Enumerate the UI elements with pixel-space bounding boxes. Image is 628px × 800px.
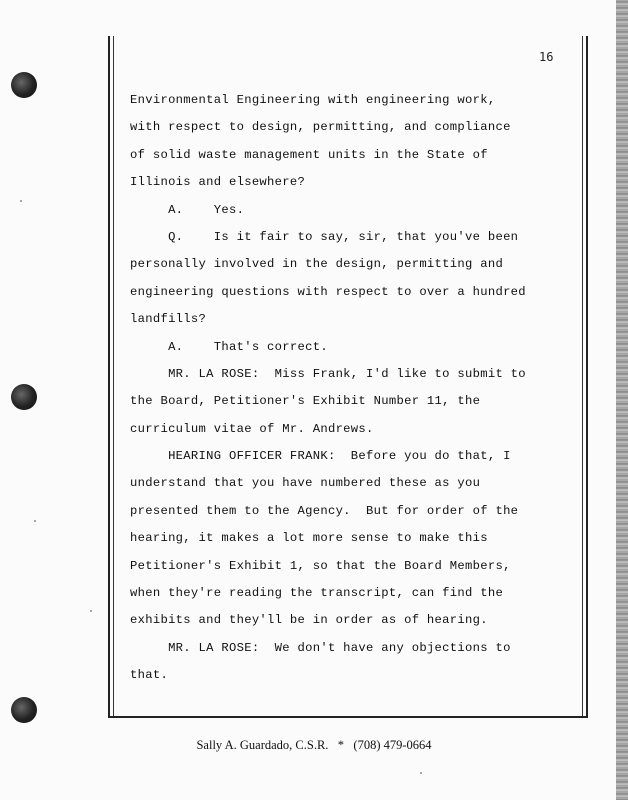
transcript-line: of solid waste management units in the State of bbox=[130, 147, 488, 162]
transcript-line: Illinois and elsewhere? bbox=[130, 175, 306, 190]
transcript-line: curriculum vitae of Mr. Andrews. bbox=[130, 421, 374, 436]
transcript-line: presented them to the Agency. But for order of the bbox=[130, 503, 519, 518]
transcript-line: Petitioner's Exhibit 1, so that the Board Members, bbox=[130, 558, 511, 573]
transcript-line: MR. LA ROSE: We don't have any objections to bbox=[130, 640, 511, 655]
page-number: 16 bbox=[539, 50, 554, 64]
reporter-footer: Sally A. Guardado, C.S.R. * (708) 479-0664 bbox=[196, 738, 432, 752]
punch-hole-top bbox=[11, 72, 37, 98]
punch-hole-bottom bbox=[11, 697, 37, 723]
scan-speck bbox=[34, 520, 36, 522]
transcript-line: when they're reading the transcript, can find the bbox=[130, 586, 504, 601]
transcript-line: engineering questions with respect to over a hundred bbox=[130, 284, 526, 299]
transcript-line: understand that you have numbered these as you bbox=[130, 476, 481, 491]
punch-hole-middle bbox=[11, 384, 37, 410]
scan-speck bbox=[20, 200, 22, 202]
transcript-line: A. Yes. bbox=[130, 202, 245, 217]
transcript-line: exhibits and they'll be in order as of hearing. bbox=[130, 613, 488, 628]
scan-speck bbox=[420, 772, 422, 774]
transcript-line: landfills? bbox=[130, 312, 207, 327]
scan-speck bbox=[90, 610, 92, 612]
transcript-line: with respect to design, permitting, and compliance bbox=[130, 120, 511, 135]
transcript-line: MR. LA ROSE: Miss Frank, I'd like to submit to bbox=[130, 366, 526, 381]
transcript-line: the Board, Petitioner's Exhibit Number 11, the bbox=[130, 394, 481, 409]
transcript-line: A. That's correct. bbox=[130, 339, 328, 354]
transcript-line: HEARING OFFICER FRANK: Before you do that, I bbox=[130, 449, 511, 464]
transcript-body bbox=[130, 92, 560, 695]
transcript-line: hearing, it makes a lot more sense to make this bbox=[130, 531, 488, 546]
transcript-line: that. bbox=[130, 668, 169, 683]
transcript-line: Environmental Engineering with engineering work, bbox=[130, 93, 496, 107]
scanned-page-edge bbox=[616, 0, 628, 800]
transcript-line: Q. Is it fair to say, sir, that you've been bbox=[130, 229, 519, 244]
transcript-line: personally involved in the design, permitting and bbox=[130, 257, 504, 272]
